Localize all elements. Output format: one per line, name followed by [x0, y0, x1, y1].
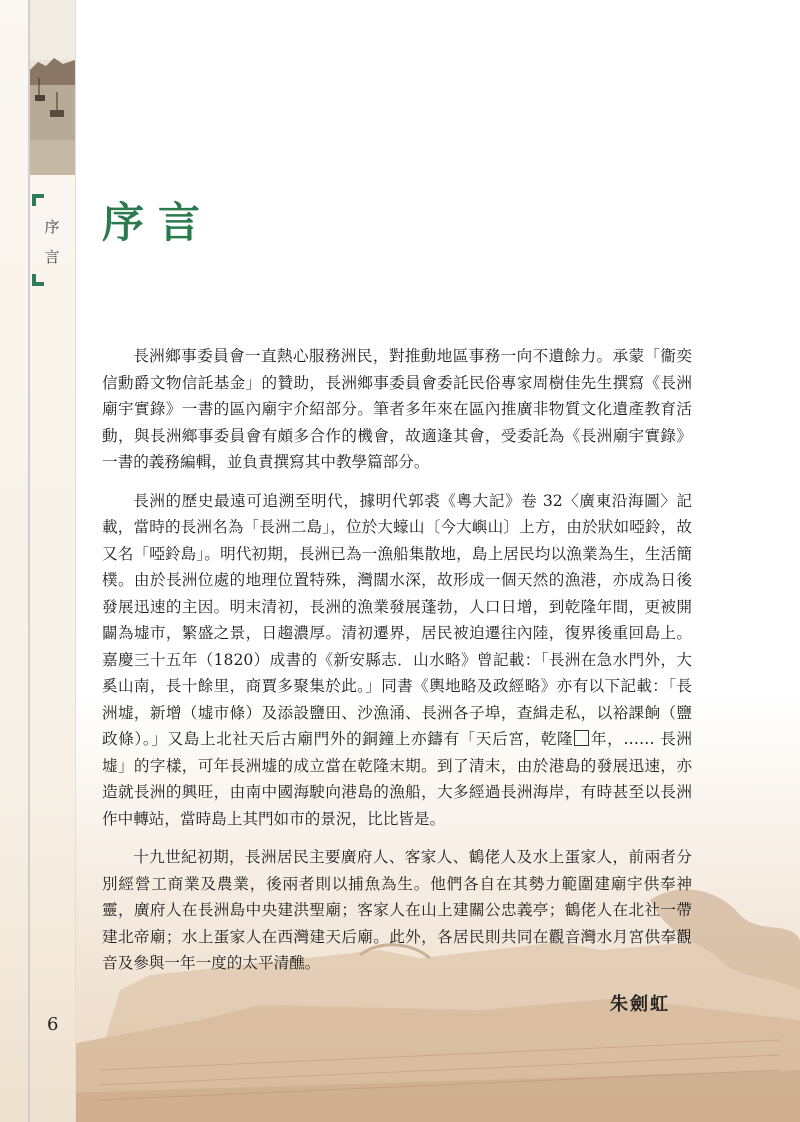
paragraph-2-part-2: 年，…… 長洲墟」的字樣，可年長洲墟的成立當在乾隆末期。到了清末，由於港島的發展迅速，亦造就長洲的興旺，由南中國海駛向港島的漁船，大多經過長洲海岸，有時甚至以長洲作中轉站，當時島上其門如市的景況，比比皆是。 — [102, 730, 692, 828]
page-title: 序言 — [102, 198, 215, 247]
margin-rule-line-inner — [75, 0, 76, 1122]
paragraph-3: 十九世紀初期，長洲居民主要廣府人、客家人、鶴佬人及水上蛋家人，前兩者分別經營工商業及農業，後兩者則以捕魚為生。他們各自在其勢力範圍建廟宇供奉神靈，廣府人在長洲島中央建洪聖廟；客家人在山上建關公忠義亭；鶴佬人在北社一帶建北帝廟；水上蛋家人在西灣建天后廟。此外，各居民則共同在觀音灣水月宮供奉觀音及參與一年一度的太平清醮。 — [102, 848, 692, 972]
paragraph-2-part-1: 長洲的歷史最遠可追溯至明代，據明代郭裘《粵大記》卷 32〈廣東沿海圖〉記載，當時的長洲名為「長洲二島」，位於大蠔山〔今大嶼山〕上方，由於狀如啞鈴，故又名「啞鈴島」。明代初期，長洲已為一漁船集散地，島上居民均以漁業為生，生活簡樸。由於長洲位處的地理位置特殊，灣闊水深，故形成一個天然的漁港，亦成為日後發展迅速的主因。明末清初，長洲的漁業發展蓬勃，人口日增，到乾隆年間，更被開闢為墟市，繁盛之景，日趨濃厚。清初遷界，居民被迫遷往內陸，復界後重回島上。嘉慶三十五年（1820）成書的《新安縣志．山水略》曾記載：「長洲在急水門外，大奚山南，長十餘里，商賈多聚集於此。」同書《輿地略及政經略》亦有以下記載：「長洲墟，新增（墟市條）及添設鹽田、沙漁涌、長洲各子埠，查緝走私，以裕課餉（鹽政條）。」又島上北社天后古廟門外的銅鐘上亦鑄有「天后宮，乾隆 — [102, 491, 692, 748]
page-number: 6 — [47, 1014, 59, 1035]
section-tab-char-2: 言 — [44, 248, 60, 266]
body-text — [102, 343, 692, 989]
paragraph-2 — [102, 488, 692, 833]
paragraph-1: 長洲鄉事委員會一直熱心服務洲民，對推動地區事務一向不遺餘力。承蒙「衞奕信勳爵文物信託基金」的贊助，長洲鄉事委員會委託民俗專家周樹佳先生撰寫《長洲廟宇實錄》一書的區內廟宇介紹部分。筆者多年來在區內推廣非物質文化遺產教育活動，與長洲鄉事委員會有頗多合作的機會，故適逢其會，受委託為《長洲廟宇實錄》一書的義務編輯，並負責撰寫其中教學篇部分。 — [102, 347, 692, 471]
missing-character-box — [574, 730, 589, 746]
section-tab — [32, 194, 72, 286]
author-signature: 朱劍虹 — [610, 994, 670, 1015]
harbour-thumbnail-photo — [30, 0, 75, 175]
section-tab-char-1: 序 — [44, 218, 60, 236]
